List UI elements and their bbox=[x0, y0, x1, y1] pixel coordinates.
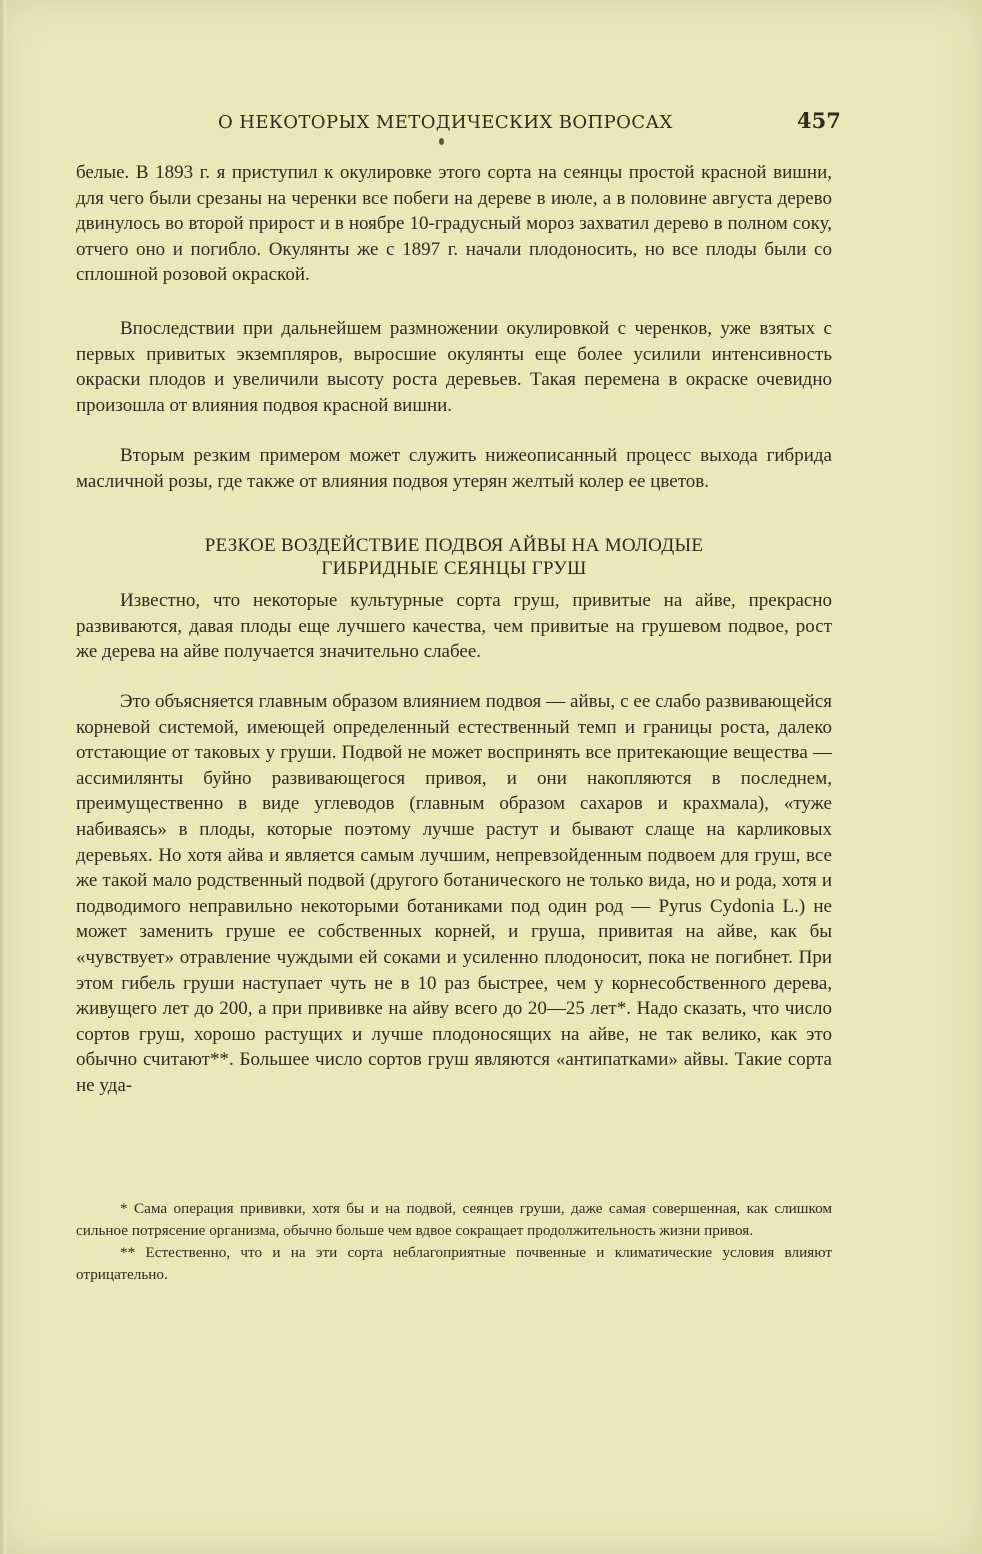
footnote-2: ** Естественно, что и на эти сорта неблагоприятные почвенные и климатические условия влияют отрицательно. bbox=[76, 1244, 832, 1283]
paragraph bbox=[76, 588, 832, 665]
running-header: О НЕКОТОРЫХ МЕТОДИЧЕСКИХ ВОПРОСАХ bbox=[218, 112, 673, 133]
paragraph-text: белые. В 1893 г. я приступил к окулировке этого сорта на сеянцы простой красной вишни, для чего были срезаны на черенки все побеги на дереве в июле, а в половине августа дерево двинулось во второй прирост и в ноябре 10-градусный мороз захватил дерево в полном соку, отчего оно и погибло. Окулянты же с 1897 г. начали плодоносить, но все плоды были со сплошной розовой окраской. bbox=[76, 162, 832, 286]
page-edge bbox=[0, 0, 6, 1554]
footnote-1: * Сама операция прививки, хотя бы и на подвой, сеянцев груши, даже самая совершенная, как слишком сильное потрясение организма, обычно больше чем вдвое сокращает продолжительность жизни привоя. bbox=[76, 1200, 832, 1239]
paragraph bbox=[76, 443, 832, 494]
paragraph bbox=[76, 316, 832, 418]
section-heading-line-1: РЕЗКОЕ ВОЗДЕЙСТВИЕ ПОДВОЯ АЙВЫ НА МОЛОДЫЕ bbox=[204, 535, 704, 556]
footnotes bbox=[76, 1198, 832, 1286]
section-heading-line-2: ГИБРИДНЫЕ СЕЯНЦЫ ГРУШ bbox=[321, 558, 587, 579]
section-heading bbox=[76, 534, 832, 580]
paragraph-text: Это объясняется главным образом влиянием подвоя — айвы, с ее слабо развивающейся корневой системой, имеющей определенный естественный темп и границы роста, далеко отстающие от таковых у груши. Подвой не может воспринять все притекающие вещества — ассимилянты буйно развивающегося привоя, и они накопляются в последнем, преимущественно в виде углеводов (главным образом сахаров и крахмала), «туже набиваясь» в плоды, которые поэтому лучше растут и бывают слаще на карликовых деревьях. Но хотя айва и является самым лучшим, непревзойденным подвоем для груш, все же такой мало родственный подвой (другого ботанического не только вида, но и рода, хотя и подводимого неправильно некоторыми ботаниками под один род — Pyrus Cydonia L.) не может заменить груше ее собственных корней, и груша, привитая на айве, как бы «чувствует» отравление чуждыми ей соками и усиленно плодоносит, пока не погибнет. При этом гибель груши наступает чуть не в 10 раз быстрее, чем у корнесобственного дерева, живущего лет до 200, а при прививке на айву всего до 20—25 лет*. Надо сказать, что число сортов груш, хорошо растущих и лучше плодоносящих на айве, не так велико, как это обычно считают**. Большее число сортов груш являются «антипатками» айвы. Такие сорта не уда- bbox=[76, 691, 832, 1096]
paragraph-text: Впоследствии при дальнейшем размножении окулировкой с черенков, уже взятых с первых привитых экземпляров, выросшие окулянты еще более усилили интенсивность окраски плодов и увеличили высоту роста деревьев. Такая перемена в окраске очевидно произошла от влияния подвоя красной вишни. bbox=[76, 318, 832, 416]
print-mark bbox=[439, 138, 444, 145]
paragraph-text: Вторым резким примером может служить нижеописанный процесс выхода гибрида масличной розы, где также от влияния подвоя утерян желтый колер ее цветов. bbox=[76, 445, 832, 492]
paragraph bbox=[76, 689, 832, 1099]
paragraph-text: Известно, что некоторые культурные сорта груш, привитые на айве, прекрасно развиваются, давая плоды еще лучшего качества, чем привитые на грушевом подвое, рост же дерева на айве получается значительно слабее. bbox=[76, 590, 832, 663]
paragraph-continued bbox=[76, 160, 832, 288]
page-number: 457 bbox=[797, 108, 841, 133]
